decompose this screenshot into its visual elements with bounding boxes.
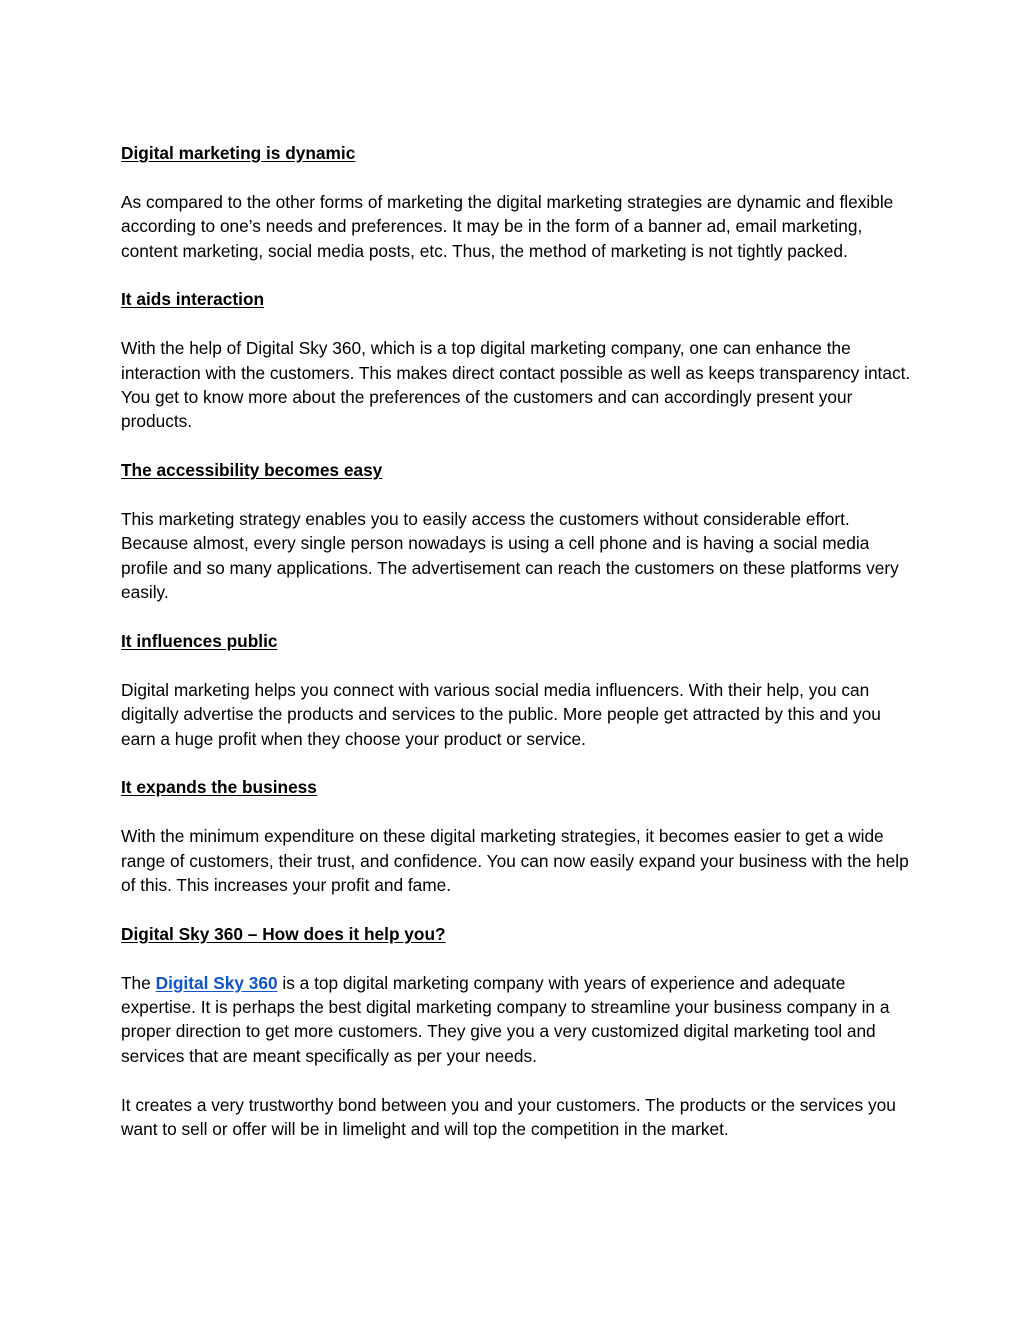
- section-paragraph-dynamic: As compared to the other forms of marketing the digital marketing strategies are dynamic and flexible according to one’s needs and preferences. It may be in the form of a banner ad, email marketing, content marketing, social media posts, etc. Thus, the method of marketing is not tightly packed.: [121, 191, 894, 261]
- section-paragraph-expands: With the minimum expenditure on these digital marketing strategies, it becomes easier to get a wide range of customers, their trust, and confidence. You can now easily expand your business with the help of this. This increases your profit and fame.: [121, 826, 909, 896]
- section-heading-interaction: It aids interaction: [121, 289, 265, 310]
- section-heading-dynamic: Digital marketing is dynamic: [121, 143, 356, 163]
- document-page: [121, 141, 911, 1166]
- paragraph-suffix: is a top digital marketing company with years of experience and adequate expertise. It is perhaps the best digital marketing company to streamline your business company in a proper direction to get more customers. They give you a very customized digital marketing tool and services that are meant specifically as per your needs.: [121, 972, 890, 1066]
- section-heading-influences: It influences public: [121, 631, 278, 652]
- section-paragraph-accessibility: This marketing strategy enables you to easily access the customers without considerable effort. Because almost, every single person nowadays is using a cell phone and is having a social media profile and so many applications. The advertisement can reach the customers on these platforms very easily.: [121, 509, 899, 603]
- section-heading-accessibility: The accessibility becomes easy: [121, 460, 383, 481]
- section-paragraph-influences: Digital marketing helps you connect with various social media influencers. With their help, you can digitally advertise the products and services to the public. More people get attracted by this and you earn a huge profit when they choose your product or service.: [121, 679, 881, 749]
- section-heading-how-it-helps: Digital Sky 360 – How does it help you?: [121, 923, 446, 944]
- paragraph-prefix: The: [121, 972, 156, 993]
- section-paragraph-interaction: With the help of Digital Sky 360, which is a top digital marketing company, one can enhance the interaction with the customers. This makes direct contact possible as well as keeps transparency intact. You get to know more about the preferences of the customers and can accordingly present your products.: [121, 338, 911, 432]
- section-paragraph-how-it-helps: [121, 971, 911, 1069]
- digital-sky-360-link[interactable]: Digital Sky 360: [155, 972, 278, 993]
- section-heading-expands: It expands the business: [121, 777, 317, 798]
- section-paragraph-trust: It creates a very trustworthy bond between you and your customers. The products or the services you want to sell or offer will be in limelight and will top the competition in the market.: [121, 1094, 896, 1140]
